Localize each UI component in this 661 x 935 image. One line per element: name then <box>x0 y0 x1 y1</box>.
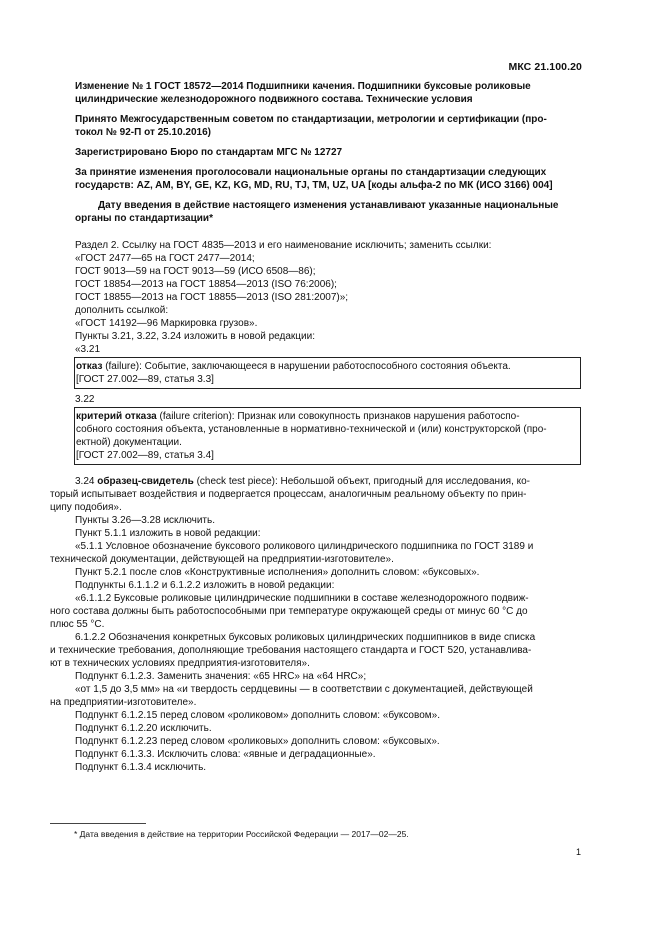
clause-line: торый испытывает воздействия и подвергается процессам, аналогичным реальному объекту по прин- <box>50 489 527 500</box>
text-line: ГОСТ 18855—2013 на ГОСТ 18855—2013 (ISO 281:2007)»; <box>75 292 349 303</box>
text-line: ГОСТ 9013—59 на ГОСТ 9013—59 (ИСО 6508—86); <box>75 266 316 277</box>
text-line: плюс 55 °С. <box>50 619 105 630</box>
text-line: Подпункт 6.1.3.3. Исключить слова: «явные и деградационные». <box>75 749 376 760</box>
text-line: ют в технических условиях предприятия-изготовителя». <box>50 658 310 669</box>
footnote-divider <box>50 823 146 824</box>
amendment-title <box>75 80 583 106</box>
text-line: Пункты 3.21, 3.22, 3.24 изложить в новой редакции: <box>75 331 315 342</box>
voted-states <box>75 166 583 192</box>
definition-reference: [ГОСТ 27.002—89, статья 3.3] <box>76 374 214 385</box>
effective-date-text: Дату введения в действие настоящего изменения устанавливают указанные национальные <box>98 200 559 211</box>
definition-box-failure-criterion <box>74 407 581 465</box>
term: отказ <box>76 361 103 372</box>
text-line: дополнить ссылкой: <box>75 305 169 316</box>
page-number: 1 <box>575 847 581 857</box>
clause-number: 3.24 <box>75 476 98 487</box>
text-line: Пункт 5.1.1 изложить в новой редакции: <box>75 528 261 539</box>
adopted-by-line: Принято Межгосударственным советом по стандартизации, метрологии и сертификации (про- <box>75 114 547 125</box>
clause-line <box>75 475 583 488</box>
document-body <box>50 80 583 774</box>
definition-line: ектной) документации. <box>76 437 182 448</box>
footnote: * Дата введения в действие на территории Российской Федерации — 2017—02—25. <box>74 829 409 839</box>
text-line: 6.1.2.2 Обозначения конкретных буксовых роликовых цилиндрических подшипников в виде списка <box>75 632 536 643</box>
text-line: и технические требования, дополняющие требования настоящего стандарта и ГОСТ 520, устанавлива- <box>50 645 532 656</box>
voted-states-line: государств: AZ, AM, BY, GE, KZ, KG, MD, RU, TJ, TM, UZ, UA [коды альфа-2 по МК (ИСО 3166) 004] <box>75 180 553 191</box>
amendment-title-line: цилиндрические железнодорожного подвижного состава. Технические условия <box>75 94 473 105</box>
effective-date-note <box>75 199 583 225</box>
definition-line: собного состояния объекта, установленные в нормативно-технической и (или) конструкторской (про- <box>76 424 547 435</box>
clause-number: 3.22 <box>75 394 95 405</box>
text-line: Подпункты 6.1.1.2 и 6.1.2.2 изложить в новой редакции: <box>75 580 335 591</box>
text-line: Подпункт 6.1.2.23 перед словом «роликовых» дополнить словом: «буксовых». <box>75 736 440 747</box>
text-line: Подпункт 6.1.2.3. Заменить значения: «65 HRC» на «64 HRC»; <box>75 671 367 682</box>
adopted-by-line: токол № 92-П от 25.10.2016) <box>75 127 211 138</box>
text-line: Раздел 2. Ссылку на ГОСТ 4835—2013 и его наименование исключить; заменить ссылки: <box>75 240 492 251</box>
voted-states-line: За принятие изменения проголосовали национальные органы по стандартизации следующих <box>75 167 547 178</box>
text-line: «3.21 <box>75 344 101 355</box>
clause-line: ципу подобия». <box>50 502 122 513</box>
definition-text: (failure criterion): Признак или совокупность признаков нарушения работоспо- <box>156 411 520 422</box>
text-line: технической документации, действующей на предприятии-изготовителе». <box>50 554 394 565</box>
classification-code: МКС 21.100.20 <box>508 61 582 73</box>
text-line: «ГОСТ 2477—65 на ГОСТ 2477—2014; <box>75 253 255 264</box>
text-line: «5.1.1 Условное обозначение буксового роликового цилиндрического подшипника по ГОСТ 3189 и <box>75 541 534 552</box>
definition-reference: [ГОСТ 27.002—89, статья 3.4] <box>76 450 214 461</box>
text-line: ного состава должны быть работоспособными при температуре окружающей среды от минус 60 °С до <box>50 606 528 617</box>
clause-changes <box>50 514 583 774</box>
term: образец-свидетель <box>97 476 194 487</box>
amendment-title-line: Изменение № 1 ГОСТ 18572—2014 Подшипники качения. Подшипники буксовые роликовые <box>75 81 531 92</box>
effective-date-line: органы по стандартизации* <box>75 213 213 224</box>
text-line: Пункты 3.26—3.28 исключить. <box>75 515 215 526</box>
text-line: «6.1.1.2 Буксовые роликовые цилиндрические подшипники в составе железнодорожного подвиж- <box>75 593 529 604</box>
clause-3-24 <box>50 475 583 514</box>
definition-text: (failure): Событие, заключающееся в нарушении работоспособного состояния объекта. <box>102 361 511 372</box>
reference-changes <box>75 239 583 356</box>
text-line: «ГОСТ 14192—96 Маркировка грузов». <box>75 318 258 329</box>
definition-line <box>76 410 580 423</box>
text-line: Подпункт 6.1.2.20 исключить. <box>75 723 212 734</box>
definition-line <box>76 360 580 373</box>
text-line: ГОСТ 18854—2013 на ГОСТ 18854—2013 (ISO 76:2006); <box>75 279 337 290</box>
term: критерий отказа <box>76 411 157 422</box>
effective-date-line <box>75 199 583 212</box>
amendment-text <box>50 239 583 774</box>
definition-text: (check test piece): Небольшой объект, пригодный для исследования, ко- <box>193 476 531 487</box>
text-line: Подпункт 6.1.3.4 исключить. <box>75 762 207 773</box>
definition-box-failure <box>74 357 581 389</box>
text-line: Подпункт 6.1.2.15 перед словом «роликовом» дополнить словом: «буксовом». <box>75 710 440 721</box>
registered-note: Зарегистрировано Бюро по стандартам МГС № 12727 <box>75 147 343 158</box>
text-line: «от 1,5 до 3,5 мм» на «и твердость сердцевины — в соответствии с документацией, действующей <box>75 684 533 695</box>
adopted-by <box>75 113 583 139</box>
text-line: Пункт 5.2.1 после слов «Конструктивные исполнения» дополнить словом: «буксовых». <box>75 567 480 578</box>
text-line: на предприятии-изготовителе». <box>50 697 197 708</box>
